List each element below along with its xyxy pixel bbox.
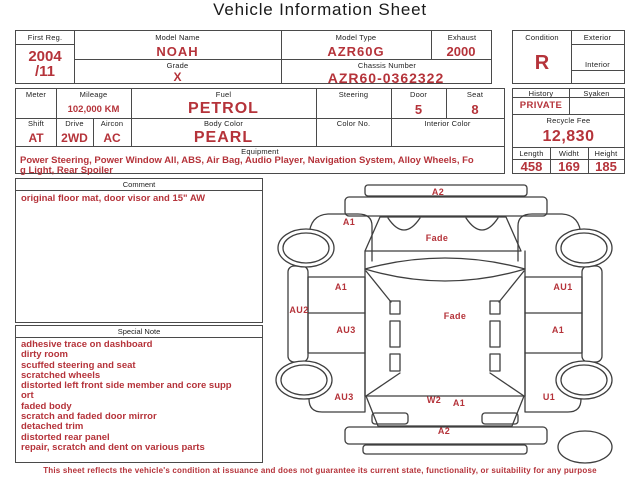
condition-value: R — [534, 52, 550, 74]
a-pillar-right — [499, 271, 524, 302]
interior-value — [571, 70, 624, 83]
shift-label: Shift — [27, 119, 44, 128]
steering-label: Steering — [338, 90, 369, 99]
seat-label: Seat — [466, 90, 484, 99]
comment-box — [15, 178, 263, 323]
grade-label: Grade — [166, 60, 189, 70]
exterior-label: Exterior — [583, 33, 612, 42]
comment-label: Comment — [16, 179, 262, 191]
rear-bumper-bottom — [363, 445, 527, 454]
interior-color-value — [391, 129, 504, 146]
diagram-label-au3: AU3 — [334, 392, 354, 402]
spare-tire — [558, 431, 612, 463]
mileage-label: Mileage — [79, 90, 108, 99]
history-label: History — [528, 88, 554, 98]
a-pillar-left — [366, 271, 391, 302]
special-note-box — [15, 325, 263, 463]
pillar-slat — [390, 301, 400, 314]
diagram-label-u1: U1 — [542, 392, 556, 402]
body-color-value: PEARL — [193, 128, 254, 146]
first-reg-label: First Reg. — [27, 33, 63, 42]
comment-text: original floor mat, door visor and 15" AW — [21, 193, 206, 204]
interior-label: Interior — [585, 59, 610, 69]
fuel-value: PETROL — [188, 100, 259, 117]
recycle-fee-label: Recycle Fee — [546, 115, 591, 125]
interior-color-label: Interior Color — [424, 119, 471, 128]
diagram-label-a1: A1 — [551, 325, 565, 335]
car-outline — [265, 178, 640, 465]
model-type-label: Model Type — [335, 33, 377, 42]
diagram-label-w2: W2 — [426, 395, 442, 405]
body-color-label: Body Color — [203, 119, 244, 128]
exhaust-label: Exhaust — [447, 33, 477, 42]
hood-arch-right — [466, 218, 498, 230]
syaken-label: Syaken — [583, 88, 610, 98]
aircon-label: Aircon — [100, 119, 124, 128]
diagram-label-fade: Fade — [443, 311, 467, 321]
wheel-front-right-inner — [561, 233, 607, 263]
side-sill-right — [582, 266, 602, 362]
history-box — [512, 88, 625, 174]
wheel-rear-left-inner — [281, 365, 327, 395]
door-label: Door — [409, 90, 428, 99]
meter-label: Meter — [25, 90, 47, 99]
special-note-line: distorted rear panel — [21, 431, 110, 443]
meter-value — [16, 100, 56, 118]
width-value: 169 — [558, 158, 580, 174]
pillar-slat — [390, 321, 400, 347]
history-value: PRIVATE — [519, 100, 563, 111]
exterior-value — [571, 44, 624, 58]
tail-light-left — [372, 413, 408, 424]
condition-box — [512, 30, 625, 84]
pillar-slat — [490, 354, 500, 371]
special-note-line: adhesive trace on dashboard — [21, 339, 153, 350]
equipment-label: Equipment — [241, 146, 279, 156]
car-diagram — [265, 178, 640, 465]
special-note-line: repair, scratch and dent on various parts — [21, 441, 205, 453]
chassis-number-value: AZR60-0362322 — [327, 69, 445, 86]
rear-hatch — [366, 396, 524, 426]
condition-label: Condition — [525, 33, 559, 42]
diagram-label-a2: A2 — [431, 187, 445, 197]
pillar-slat — [490, 321, 500, 347]
length-label: Length — [519, 148, 544, 158]
page-title: Vehicle Information Sheet — [213, 0, 427, 19]
pillar-slat — [390, 354, 400, 371]
width-label: Widht — [558, 148, 580, 158]
tail-light-right — [482, 413, 518, 424]
diagram-label-a1: A1 — [334, 282, 348, 292]
drive-value: 2WD — [61, 130, 88, 145]
door-value: 5 — [414, 101, 423, 117]
first-reg-year: 2004 — [28, 47, 62, 65]
windshield — [365, 258, 525, 281]
color-no-label: Color No. — [336, 119, 371, 128]
model-name-value: NOAH — [156, 44, 199, 59]
special-note-lines — [21, 340, 233, 453]
model-name-label: Model Name — [155, 33, 200, 42]
syaken-value — [569, 97, 624, 114]
hood-arch-left — [388, 218, 420, 230]
special-note-line: scuffed steering and seat — [21, 359, 136, 371]
special-note-line: faded body — [21, 400, 72, 412]
disclaimer-text: This sheet reflects the vehicle's condition at issuance and does not guarantee its current state, functionality, or suitability for any purpose — [43, 466, 597, 475]
registration-table — [15, 30, 492, 84]
diagram-label-fade: Fade — [425, 233, 449, 243]
grade-value: X — [173, 70, 182, 84]
model-type-value: AZR60G — [327, 44, 385, 59]
wheel-front-left-inner — [283, 233, 329, 263]
first-reg-value — [16, 44, 74, 83]
length-value: 458 — [520, 158, 543, 174]
first-reg-month: /11 — [34, 62, 56, 80]
front-bumper — [345, 197, 547, 216]
diagram-label-au3: AU3 — [336, 325, 356, 335]
height-value: 185 — [595, 158, 617, 174]
color-no-value — [316, 129, 391, 146]
wheel-rear-right-inner — [561, 365, 607, 395]
diagram-label-au2: AU2 — [289, 305, 309, 315]
chassis-number-label: Chassis Number — [357, 60, 417, 70]
special-note-line: dirty room — [21, 349, 68, 361]
special-note-line: scratched wheels — [21, 369, 101, 381]
diagram-label-a2: A2 — [437, 426, 451, 436]
c-pillar-left — [366, 373, 400, 396]
pillar-slat — [490, 301, 500, 314]
special-note-label: Special Note — [16, 326, 262, 338]
fuel-label: Fuel — [215, 90, 232, 99]
diagram-label-a1: A1 — [452, 398, 466, 408]
height-label: Height — [594, 148, 618, 158]
exhaust-value: 2000 — [446, 44, 476, 59]
special-note-line: distorted left front side member and core support — [21, 380, 232, 402]
front-bumper-top — [365, 185, 527, 196]
recycle-fee-value: 12,830 — [542, 127, 595, 145]
diagram-label-au1: AU1 — [553, 282, 573, 292]
mileage-value: 102,000 KM — [67, 103, 120, 115]
specs-table — [15, 88, 505, 177]
aircon-value: AC — [103, 130, 121, 145]
equipment-value: Power Steering, Power Window All, ABS, Air Bag, Audio Player, Navigation System, Alloy Wheels, Fog Light, Rear Spoiler — [20, 155, 474, 177]
diagram-label-a1: A1 — [342, 217, 356, 227]
drive-label: Drive — [65, 119, 84, 128]
special-note-line: scratch and faded door mirror — [21, 411, 157, 423]
seat-value: 8 — [471, 101, 479, 117]
steering-value — [316, 100, 391, 118]
special-note-line: detached trim — [21, 421, 84, 433]
shift-value: AT — [28, 130, 44, 145]
c-pillar-right — [490, 373, 524, 396]
